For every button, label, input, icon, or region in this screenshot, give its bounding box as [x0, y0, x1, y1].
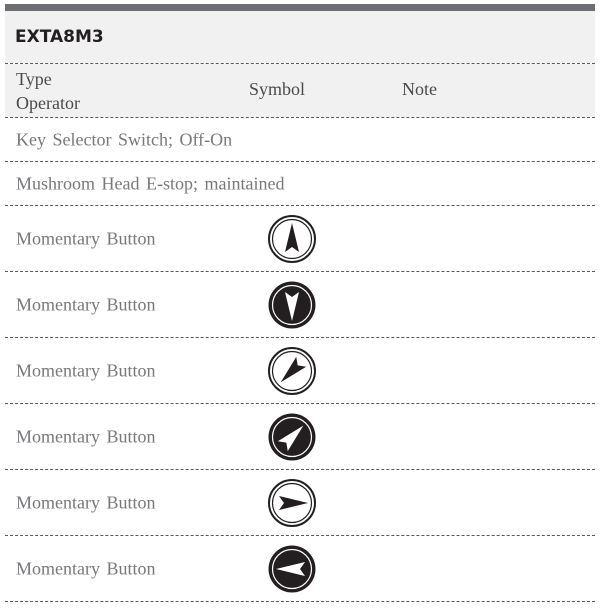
- table-title: EXTA8M3: [5, 11, 595, 63]
- table-row: [5, 206, 595, 271]
- arrow-down-icon: [267, 280, 317, 330]
- arrow-up-right-icon: [267, 412, 317, 462]
- table-row: [5, 272, 595, 337]
- arrow-down-left-icon: [267, 346, 317, 396]
- table-row: [5, 118, 595, 161]
- table-row: [5, 162, 595, 205]
- row-type: Momentary Button: [16, 360, 156, 380]
- row-type: Momentary Button: [16, 492, 156, 512]
- column-header-note: Note: [402, 79, 437, 99]
- column-header-symbol: Symbol: [249, 79, 306, 99]
- header-type-line2: Operator: [16, 93, 80, 113]
- top-rule: [5, 4, 595, 11]
- arrow-up-icon: [267, 214, 317, 264]
- arrow-left-icon: [267, 544, 317, 594]
- row-type: Momentary Button: [16, 228, 156, 248]
- column-header-type: [16, 67, 80, 115]
- operator-table: [5, 4, 595, 602]
- table-row: [5, 536, 595, 601]
- table-row: [5, 404, 595, 469]
- table-row: [5, 338, 595, 403]
- column-header-row: [5, 64, 595, 117]
- row-type: Momentary Button: [16, 426, 156, 446]
- row-type: Momentary Button: [16, 558, 156, 578]
- arrow-right-icon: [267, 478, 317, 528]
- row-type: Key Selector Switch; Off-On: [16, 129, 233, 149]
- header-type-line1: Type: [16, 69, 52, 89]
- table-row: [5, 470, 595, 535]
- row-type: Mushroom Head E-stop; maintained: [16, 173, 285, 193]
- divider: [5, 601, 595, 602]
- row-type: Momentary Button: [16, 294, 156, 314]
